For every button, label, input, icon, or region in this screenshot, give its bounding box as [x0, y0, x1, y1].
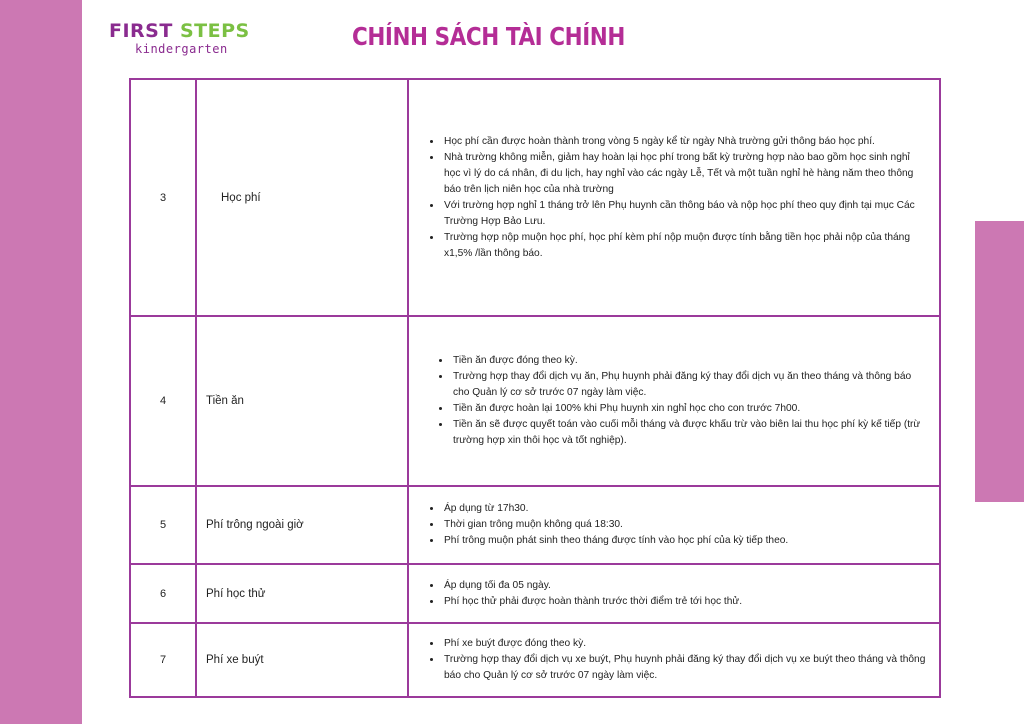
logo-wordmark	[109, 20, 249, 42]
list-item: • Áp dụng từ 17h30.	[442, 501, 788, 517]
list-item: • Tiền ăn sẽ được quyết toán vào cuối mỗi tháng và được khấu trừ vào biên lai thu học phí kỳ kế tiếp (trừ trường hợp xin thôi học và tốt nghiệp).	[451, 417, 927, 449]
row-number: 3	[131, 80, 197, 315]
policy-list	[426, 636, 927, 684]
policy-list	[426, 501, 788, 549]
policy-list	[426, 134, 927, 262]
table-row	[131, 624, 939, 696]
policy-list	[435, 353, 927, 449]
list-item: • Học phí cần được hoàn thành trong vòng 5 ngày kể từ ngày Nhà trường gửi thông báo học phí.	[442, 134, 927, 150]
table-row	[131, 317, 939, 487]
table-row	[131, 487, 939, 565]
list-item: • Với trường hợp nghỉ 1 tháng trở lên Phụ huynh cần thông báo và nộp học phí theo quy định tại mục Các Trường Hợp Bảo Lưu.	[442, 198, 927, 230]
list-item: • Tiền ăn được hoàn lại 100% khi Phụ huynh xin nghỉ học cho con trước 7h00.	[451, 401, 927, 417]
policy-table	[129, 78, 941, 698]
row-description	[409, 80, 939, 315]
page-title: CHÍNH SÁCH TÀI CHÍNH	[352, 22, 625, 51]
row-fee-name: Học phí	[197, 80, 409, 315]
table-row	[131, 565, 939, 624]
table-row	[131, 80, 939, 317]
row-description	[409, 565, 939, 622]
row-description	[409, 624, 939, 696]
row-number: 4	[131, 317, 197, 485]
school-logo	[109, 20, 249, 60]
list-item: • Phí xe buýt được đóng theo kỳ.	[442, 636, 927, 652]
list-item: • Trường hợp thay đổi dịch vụ xe buýt, Phụ huynh phải đăng ký thay đổi dịch vụ xe buýt theo tháng và thông báo cho Quản lý cơ sở trước 07 ngày làm việc.	[442, 652, 927, 684]
row-description	[409, 317, 939, 485]
row-fee-name: Tiền ăn	[197, 317, 409, 485]
list-item: • Nhà trường không miễn, giảm hay hoàn lại học phí trong bất kỳ trường hợp nào bao gồm học sinh nghỉ học vì lý do cá nhân, đi du lịch, hay nghỉ vào các ngày Lễ, Tết và một tuần nghỉ hè hàng năm theo thông báo trên lịch niên học của nhà trường	[442, 150, 927, 198]
logo-tagline: kindergarten	[135, 42, 228, 56]
row-number: 5	[131, 487, 197, 563]
left-decorative-bar	[0, 0, 82, 724]
list-item: • Tiền ăn được đóng theo kỳ.	[451, 353, 927, 369]
row-fee-name: Phí xe buýt	[197, 624, 409, 696]
logo-word-steps: STEPS	[179, 20, 250, 42]
list-item: • Phí trông muộn phát sinh theo tháng được tính vào học phí của kỳ tiếp theo.	[442, 533, 788, 549]
right-decorative-bar	[975, 221, 1024, 502]
list-item: • Trường hợp thay đổi dịch vụ ăn, Phụ huynh phải đăng ký thay đổi dịch vụ ăn theo tháng và thông báo cho Quản lý cơ sở trước 07 ngày làm việc.	[451, 369, 927, 401]
row-description	[409, 487, 939, 563]
list-item: • Áp dụng tối đa 05 ngày.	[442, 578, 742, 594]
list-item: • Trường hợp nộp muộn học phí, học phí kèm phí nộp muộn được tính bằng tiền học phải nộp của tháng x1,5% /lần thông báo.	[442, 230, 927, 262]
list-item: • Phí học thử phải được hoàn thành trước thời điểm trẻ tới học thử.	[442, 594, 742, 610]
logo-word-first: FIRST	[109, 20, 173, 42]
list-item: • Thời gian trông muộn không quá 18:30.	[442, 517, 788, 533]
row-fee-name: Phí trông ngoài giờ	[197, 487, 409, 563]
row-number: 6	[131, 565, 197, 622]
policy-list	[426, 578, 742, 610]
row-fee-name: Phí học thử	[197, 565, 409, 622]
row-number: 7	[131, 624, 197, 696]
